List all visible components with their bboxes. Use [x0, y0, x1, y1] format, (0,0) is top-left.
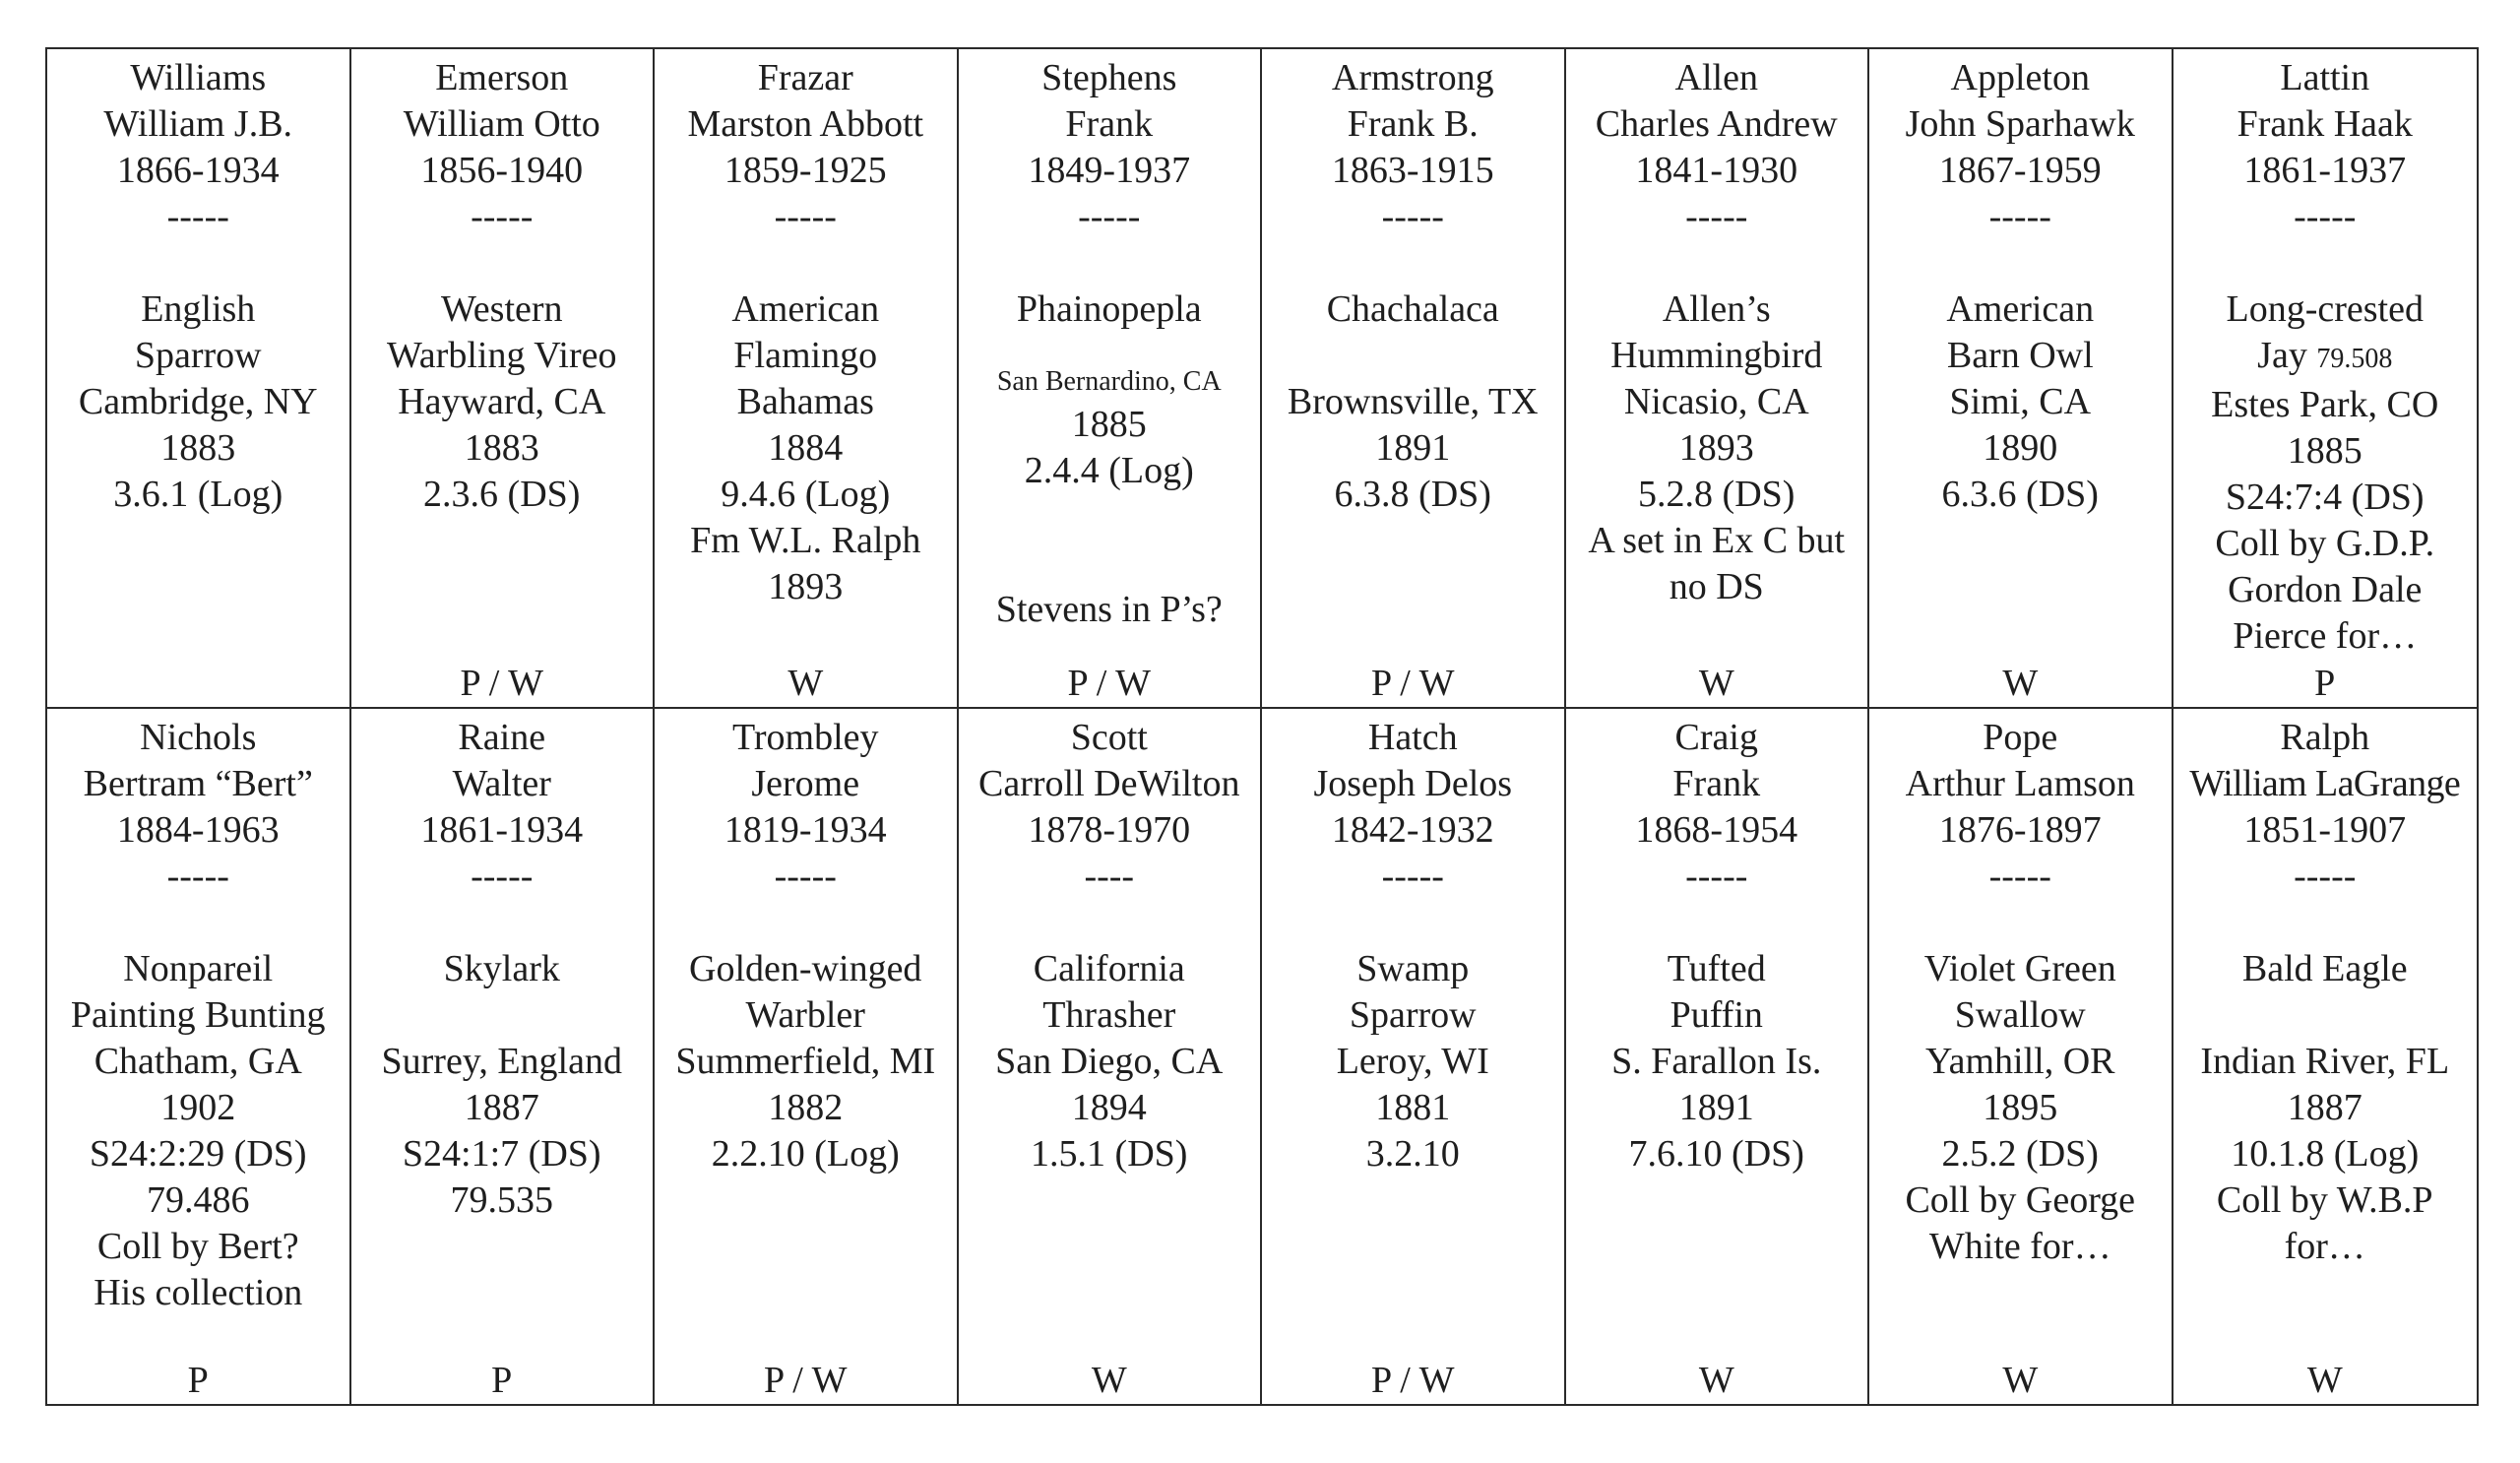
specimen-detail: 1883 — [464, 427, 539, 469]
collector-given-name: William Otto — [403, 103, 600, 145]
location-mark: W — [1091, 1360, 1127, 1401]
table-cell — [351, 49, 656, 709]
collector-given-name: Frank B. — [1347, 103, 1479, 145]
collector-given-name: Frank — [1065, 103, 1154, 145]
specimen-detail: 1884 — [768, 427, 844, 469]
collector-given-name: William LaGrange — [2189, 763, 2461, 804]
specimen-detail: Yamhill, OR — [1924, 1041, 2115, 1082]
separator: ----- — [1988, 856, 2051, 897]
collector-dates: 1851-1907 — [2243, 809, 2407, 851]
collector-dates: 1866-1934 — [116, 150, 280, 191]
catalog-number: 79.508 — [2316, 344, 2393, 374]
specimen-detail: 1891 — [1375, 427, 1451, 469]
specimen-detail: American — [1946, 288, 2095, 330]
separator: ----- — [471, 196, 534, 237]
collector-surname: Ralph — [2280, 717, 2370, 758]
collector-dates: 1867-1959 — [1938, 150, 2102, 191]
specimen-detail: 2.2.10 (Log) — [711, 1133, 900, 1175]
specimen-detail: Barn Owl — [1946, 335, 2094, 376]
specimen-detail: Leroy, WI — [1336, 1041, 1489, 1082]
table-cell — [655, 709, 959, 1404]
collector-dates: 1861-1937 — [2243, 150, 2407, 191]
specimen-detail: S. Farallon Is. — [1611, 1041, 1822, 1082]
specimen-detail: Summerfield, MI — [675, 1041, 936, 1082]
table-cell — [959, 709, 1263, 1404]
specimen-detail: 1885 — [1071, 404, 1147, 445]
collector-given-name: William J.B. — [103, 103, 293, 145]
collector-dates: 1849-1937 — [1028, 150, 1191, 191]
separator: ---- — [1084, 856, 1135, 897]
location-mark: W — [1698, 1360, 1734, 1401]
collector-dates: 1856-1940 — [420, 150, 584, 191]
specimen-detail: Gordon Dale — [2228, 569, 2423, 610]
specimen-detail: 9.4.6 (Log) — [721, 474, 891, 515]
table-cell — [1869, 709, 2174, 1404]
collector-table — [45, 47, 2479, 1406]
location-mark: W — [788, 663, 824, 704]
specimen-detail: Cambridge, NY — [78, 381, 318, 422]
specimen-detail: Pierce for… — [2233, 615, 2418, 657]
collector-dates: 1868-1954 — [1635, 809, 1798, 851]
specimen-detail: 1883 — [160, 427, 236, 469]
specimen-detail: Thrasher — [1042, 994, 1176, 1036]
specimen-detail: Sparrow — [1349, 994, 1477, 1036]
collector-surname: Hatch — [1367, 717, 1458, 758]
specimen-detail: Hayward, CA — [398, 381, 606, 422]
specimen-detail: Long-crested — [2226, 288, 2424, 330]
specimen-detail: no DS — [1669, 566, 1764, 607]
collector-dates: 1841-1930 — [1635, 150, 1798, 191]
specimen-detail: Allen’s — [1662, 288, 1771, 330]
location-mark: W — [1698, 663, 1734, 704]
specimen-detail: Stevens in P’s? — [995, 589, 1223, 630]
specimen-detail: American — [731, 288, 880, 330]
specimen-detail: Fm W.L. Ralph — [690, 520, 921, 561]
collector-given-name: Arthur Lamson — [1905, 763, 2135, 804]
separator: ----- — [1381, 856, 1444, 897]
specimen-detail: Coll by Bert? — [96, 1226, 299, 1267]
location-mark: P / W — [1371, 1360, 1455, 1401]
collector-given-name: Frank — [1672, 763, 1761, 804]
separator: ----- — [471, 856, 534, 897]
collector-dates: 1842-1932 — [1331, 809, 1494, 851]
specimen-detail: Painting Bunting — [70, 994, 326, 1036]
separator: ----- — [2294, 856, 2357, 897]
specimen-detail: Chachalaca — [1326, 288, 1499, 330]
table-cell — [959, 49, 1263, 709]
collector-given-name: Walter — [452, 763, 551, 804]
collector-surname: Williams — [130, 57, 267, 98]
specimen-detail: 1890 — [1983, 427, 2058, 469]
table-cell — [47, 709, 351, 1404]
specimen-detail: Coll by G.D.P. — [2215, 523, 2435, 564]
separator: ----- — [774, 856, 837, 897]
collector-surname: Allen — [1674, 57, 1758, 98]
specimen-detail: White for… — [1928, 1226, 2111, 1267]
specimen-detail: S24:7:4 (DS) — [2225, 477, 2425, 518]
specimen-detail: S24:1:7 (DS) — [402, 1133, 601, 1175]
separator: ----- — [1685, 856, 1748, 897]
collector-dates: 1863-1915 — [1331, 150, 1494, 191]
specimen-detail: for… — [2284, 1226, 2365, 1267]
separator: ----- — [166, 196, 229, 237]
separator: ----- — [1078, 196, 1141, 237]
table-cell — [1262, 709, 1566, 1404]
collector-surname: Lattin — [2280, 57, 2370, 98]
separator: ----- — [2294, 196, 2357, 237]
specimen-detail: 79.486 — [147, 1179, 250, 1221]
location-mark: W — [2306, 1360, 2343, 1401]
specimen-detail: Simi, CA — [1949, 381, 2092, 422]
specimen-detail: 1887 — [2287, 1087, 2362, 1128]
collector-surname: Trombley — [731, 717, 879, 758]
specimen-detail: Warbler — [745, 994, 865, 1036]
collector-given-name: Marston Abbott — [687, 103, 924, 145]
collector-given-name: John Sparhawk — [1905, 103, 2135, 145]
collector-surname: Nichols — [140, 717, 257, 758]
specimen-detail: Indian River, FL — [2200, 1041, 2450, 1082]
specimen-detail: 3.2.10 — [1365, 1133, 1460, 1175]
location-mark: P — [187, 1360, 209, 1401]
collector-surname: Pope — [1983, 717, 2058, 758]
location-mark: P / W — [1067, 663, 1151, 704]
collector-dates: 1876-1897 — [1938, 809, 2102, 851]
specimen-detail: 7.6.10 (DS) — [1628, 1133, 1804, 1175]
table-cell — [1566, 709, 1870, 1404]
specimen-detail: 1891 — [1678, 1087, 1754, 1128]
location-mark: P / W — [764, 1360, 848, 1401]
specimen-detail: 1894 — [1071, 1087, 1147, 1128]
specimen-detail: Surrey, England — [381, 1041, 622, 1082]
specimen-detail: San Diego, CA — [995, 1041, 1224, 1082]
specimen-detail: Golden-winged — [689, 948, 922, 989]
specimen-detail: 1893 — [1678, 427, 1754, 469]
specimen-detail: 2.4.4 (Log) — [1024, 450, 1194, 491]
collector-dates: 1884-1963 — [116, 809, 280, 851]
separator: ----- — [1988, 196, 2051, 237]
specimen-detail: Swallow — [1954, 994, 2086, 1036]
location-mark: W — [2002, 1360, 2039, 1401]
specimen-detail: Flamingo — [733, 335, 878, 376]
location-mark: P — [2314, 663, 2336, 704]
table-cell — [2174, 709, 2478, 1404]
collector-surname: Stephens — [1041, 57, 1177, 98]
collector-surname: Frazar — [757, 57, 853, 98]
specimen-detail: Tufted — [1667, 948, 1766, 989]
specimen-detail: Puffin — [1670, 994, 1763, 1036]
collector-surname: Appleton — [1950, 57, 2090, 98]
specimen-detail: 10.1.8 (Log) — [2231, 1133, 2420, 1175]
collector-surname: Scott — [1070, 717, 1148, 758]
collector-dates: 1859-1925 — [724, 150, 887, 191]
specimen-detail: 2.3.6 (DS) — [423, 474, 581, 515]
collector-dates: 1878-1970 — [1028, 809, 1191, 851]
specimen-detail: San Bernardino, CA — [996, 366, 1222, 397]
table-cell — [1262, 49, 1566, 709]
table-cell — [655, 49, 959, 709]
specimen-detail: Warbling Vireo — [386, 335, 617, 376]
specimen-detail: Coll by George — [1905, 1179, 2136, 1221]
specimen-detail: Western — [440, 288, 563, 330]
specimen-detail: Phainopepla — [1016, 288, 1202, 330]
specimen-detail: 1.5.1 (DS) — [1031, 1133, 1188, 1175]
specimen-detail: Brownsville, TX — [1287, 381, 1539, 422]
specimen-detail: California — [1033, 948, 1185, 989]
specimen-detail: Hummingbird — [1610, 335, 1823, 376]
specimen-detail: 1902 — [160, 1087, 236, 1128]
specimen-detail: Chatham, GA — [94, 1041, 302, 1082]
separator: ----- — [1381, 196, 1444, 237]
specimen-detail: Bald Eagle — [2241, 948, 2408, 989]
separator: ----- — [774, 196, 837, 237]
collector-surname: Craig — [1674, 717, 1758, 758]
specimen-detail: English — [141, 288, 256, 330]
specimen-detail: S24:2:29 (DS) — [89, 1133, 307, 1175]
specimen-detail: 1895 — [1983, 1087, 2058, 1128]
collector-dates: 1861-1934 — [420, 809, 584, 851]
collector-given-name: Joseph Delos — [1313, 763, 1513, 804]
specimen-detail: A set in Ex C but — [1588, 520, 1846, 561]
collector-surname: Armstrong — [1331, 57, 1494, 98]
specimen-detail: Sparrow — [134, 335, 262, 376]
specimen-detail: Skylark — [443, 948, 560, 989]
specimen-detail — [2174, 333, 2478, 382]
specimen-detail: Coll by W.B.P — [2216, 1179, 2433, 1221]
collector-dates: 1819-1934 — [724, 809, 887, 851]
specimen-detail: 1882 — [768, 1087, 844, 1128]
table-cell — [351, 709, 656, 1404]
collector-given-name: Jerome — [751, 763, 860, 804]
specimen-detail: 6.3.8 (DS) — [1334, 474, 1491, 515]
location-mark: P / W — [460, 663, 543, 704]
specimen-detail: 6.3.6 (DS) — [1941, 474, 2099, 515]
separator: ----- — [166, 856, 229, 897]
table-cell — [1869, 49, 2174, 709]
species-word: Jay — [2257, 335, 2307, 376]
collector-given-name: Carroll DeWilton — [978, 763, 1240, 804]
specimen-detail: Nicasio, CA — [1623, 381, 1809, 422]
specimen-detail: His collection — [94, 1272, 303, 1313]
separator: ----- — [1685, 196, 1748, 237]
table-cell — [1566, 49, 1870, 709]
location-mark: P / W — [1371, 663, 1455, 704]
collector-surname: Raine — [458, 717, 546, 758]
specimen-detail: 1885 — [2287, 430, 2362, 472]
table-cell — [47, 49, 351, 709]
specimen-detail: 79.535 — [450, 1179, 553, 1221]
specimen-detail: Violet Green — [1923, 948, 2116, 989]
collector-given-name: Bertram “Bert” — [83, 763, 313, 804]
specimen-detail: 1887 — [464, 1087, 539, 1128]
specimen-detail: 1881 — [1375, 1087, 1451, 1128]
collector-given-name: Charles Andrew — [1595, 103, 1838, 145]
collector-surname: Emerson — [435, 57, 569, 98]
specimen-detail: 2.5.2 (DS) — [1941, 1133, 2099, 1175]
specimen-detail: 5.2.8 (DS) — [1638, 474, 1796, 515]
collector-given-name: Frank Haak — [2236, 103, 2413, 145]
specimen-detail: Swamp — [1356, 948, 1470, 989]
location-mark: P — [491, 1360, 513, 1401]
specimen-detail: Estes Park, CO — [2211, 384, 2439, 425]
location-mark: W — [2002, 663, 2039, 704]
specimen-detail: 1893 — [768, 566, 844, 607]
specimen-detail: Nonpareil — [123, 948, 274, 989]
specimen-detail: 3.6.1 (Log) — [113, 474, 284, 515]
table-cell — [2174, 49, 2478, 709]
specimen-detail: Bahamas — [736, 381, 874, 422]
